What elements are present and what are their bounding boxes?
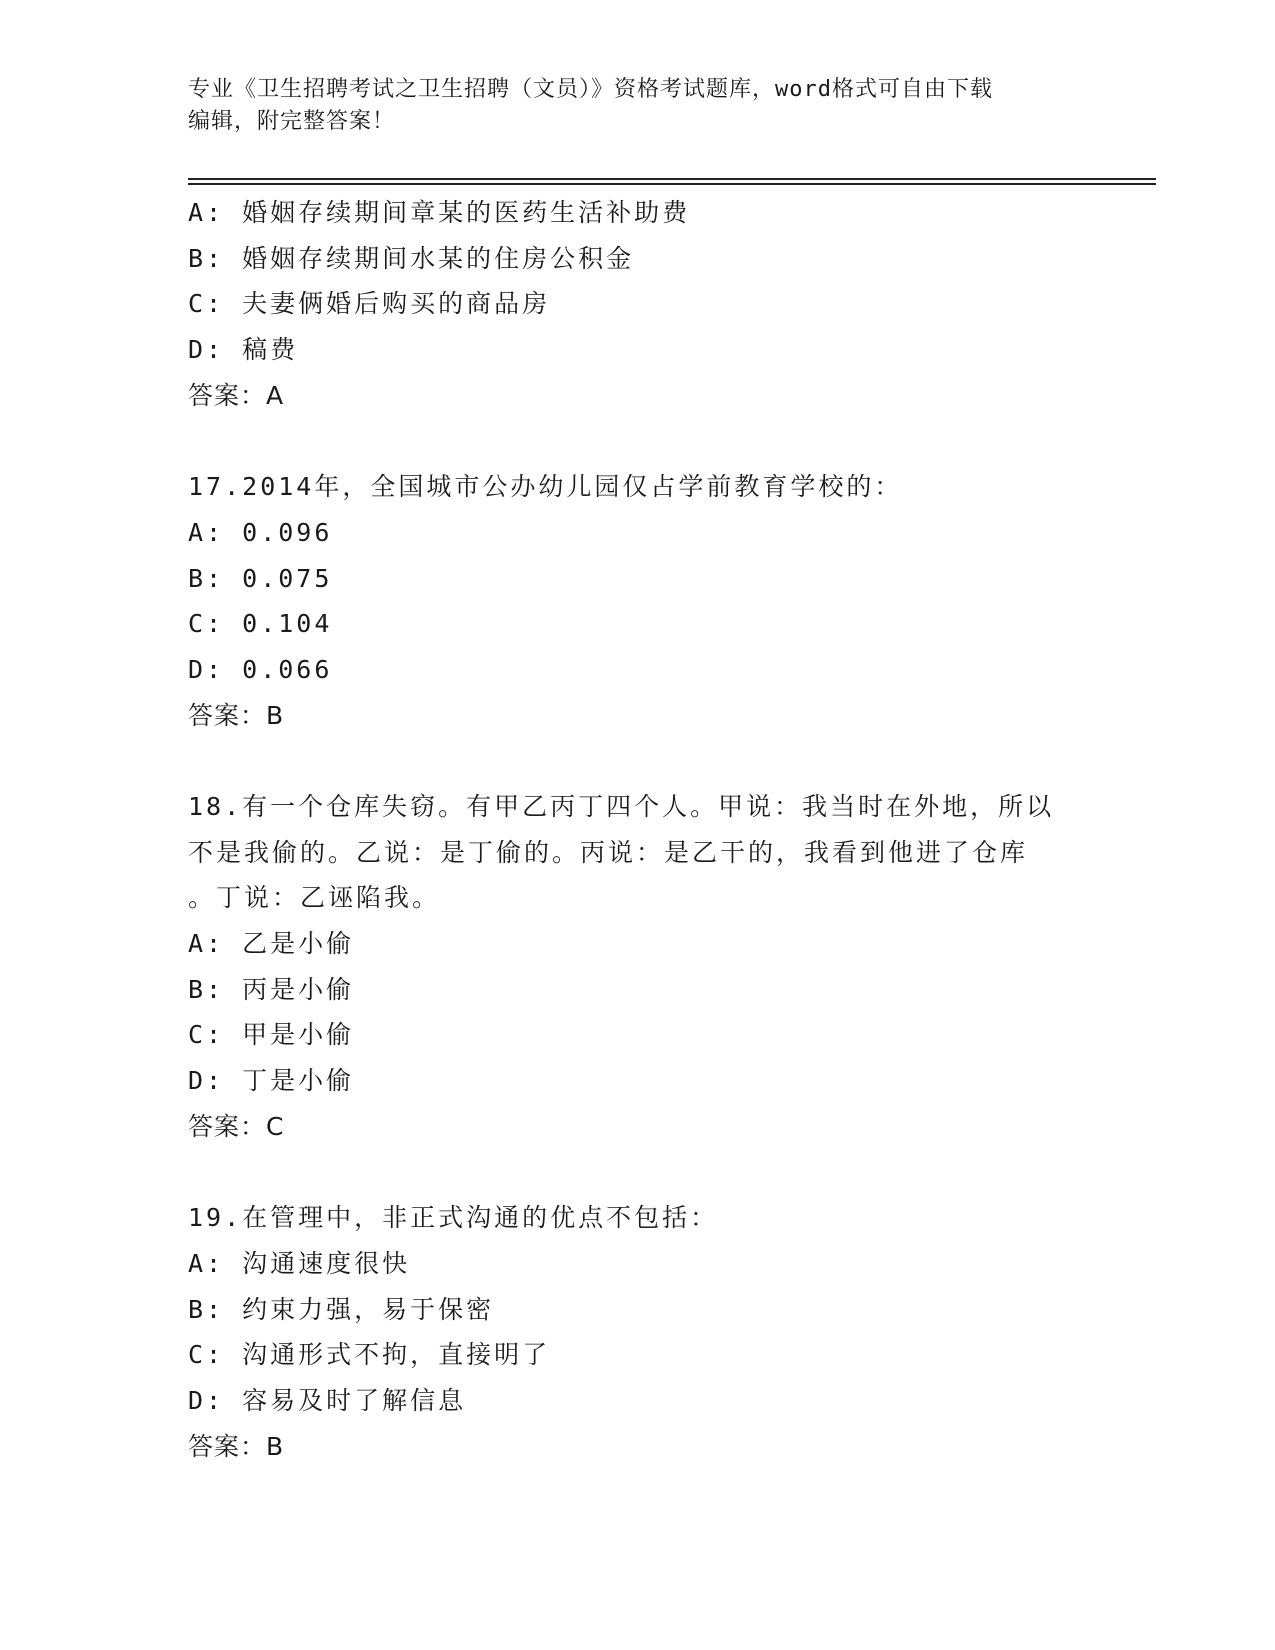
question-18 [188,784,1088,1150]
option-a: A: 沟通速度很快 [188,1248,411,1278]
option-b: B: 0.075 [188,563,333,593]
option-b: B: 约束力强，易于保密 [188,1294,495,1324]
option-c: C: 夫妻俩婚后购买的商品房 [188,289,551,319]
option-d: D: 丁是小偷 [188,1066,355,1096]
option-d: D: 稿费 [188,335,299,365]
header-line-1: 专业《卫生招聘考试之卫生招聘（文员）》资格考试题库，word格式可自由下载 [188,77,993,102]
question-17 [188,464,1088,738]
question-text: 19.在管理中，非正式沟通的优点不包括： [188,1203,719,1233]
option-c: C: 0.104 [188,609,333,639]
question-text-line-1: 18.有一个仓库失窃。有甲乙丙丁四个人。甲说：我当时在外地，所以 [188,791,1055,821]
question-19 [188,1195,1088,1469]
answer-line: 答案：C [188,1111,285,1141]
document-header [188,74,1088,138]
question-text-line-3: 。丁说：乙诬陷我。 [188,883,441,913]
header-line-2: 编辑，附完整答案！ [188,109,396,134]
question-text: 17.2014年，全国城市公办幼儿园仅占学前教育学校的： [188,472,903,502]
option-c: C: 甲是小偷 [188,1020,355,1050]
answer-line: 答案：B [188,1431,285,1461]
answer-line: 答案：B [188,700,285,730]
spacer [188,738,1088,784]
option-c: C: 沟通形式不拘，直接明了 [188,1340,551,1370]
option-b: B: 婚姻存续期间水某的住房公积金 [188,243,635,273]
spacer [188,418,1088,464]
question-list [188,190,1088,1469]
option-b: B: 丙是小偷 [188,974,355,1004]
header-divider-bottom [188,183,1156,185]
option-a: A: 婚姻存续期间章某的医药生活补助费 [188,198,691,227]
question-16 [188,190,1088,418]
option-a: A: 乙是小偷 [188,929,355,958]
option-a: A: 0.096 [188,517,333,547]
answer-line: 答案：A [188,380,285,410]
spacer [188,1149,1088,1195]
option-d: D: 容易及时了解信息 [188,1385,467,1415]
option-d: D: 0.066 [188,654,333,684]
header-divider-top [188,178,1156,180]
question-text-line-2: 不是我偷的。乙说：是丁偷的。丙说：是乙干的，我看到他进了仓库 [188,837,1029,867]
